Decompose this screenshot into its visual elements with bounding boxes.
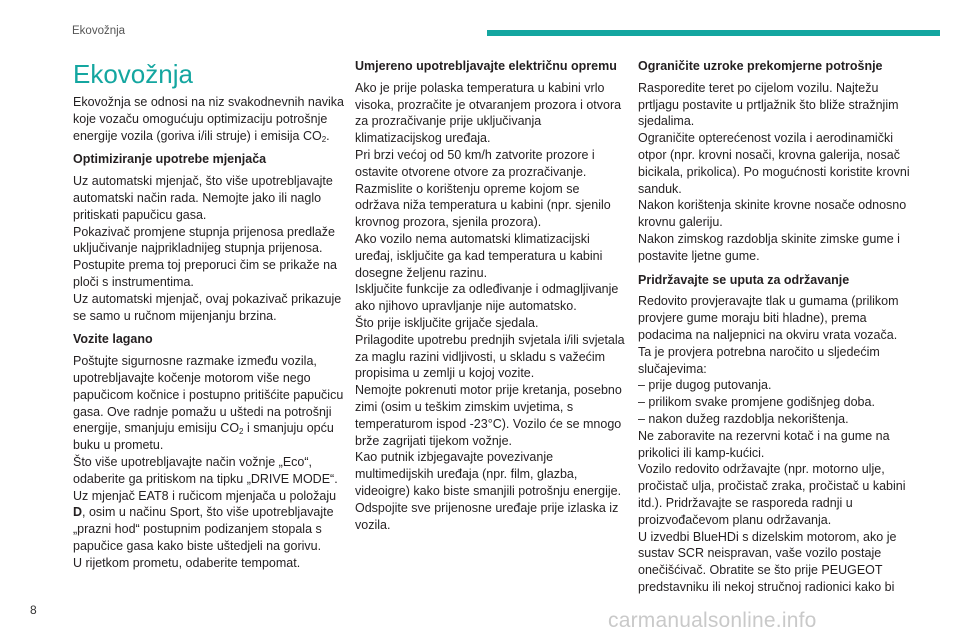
section-label: Ekovožnja <box>72 25 126 37</box>
electrical-equipment-body: Ako je prije polaska temperatura u kabini vrlo visoka, prozračite je otvaranjem prozora i otvora za prozračivanje prije uključivanja klimatizacijskog uređaja. Pri brzi većoj od 50 km/h zatvorite prozore i ostavite otvorene otvore za prozračivanje. Razmislite o korištenju opreme kojom se održava niža temperatura u kabini (npr. sjenilo krovnog prozora, sjenila prozora). Ako vozilo nema automatski klimatizacijski uređaj, isključite ga kad temperatura u kabini dosegne željenu razinu. Isključite funkcije za odleđivanje i odmagljivanje ako njihovo upravljanje nije automatsko. Što prije isključite grijače sjedala. Prilagodite upotrebu prednjih svjetala i/ili svjetala za maglu razini vidljivosti, u skladu s važećim propisima u zemlji u kojoj vozite. Nemojte pokrenuti motor prije kretanja, posebno zimi (osim u teškim zimskim uvjetima, s temperaturom ispod -23°C). Vozilo će se mnogo brže zagrijati tijekom vožnje. Kao putnik izbjegavajte povezivanje multimedijskih uređaja (npr. film, glazba, videoigre) kako biste smanjili potrošnju energije. Odspojite sve prijenosne uređaje prije izlaska iz vozila. <box>355 80 625 532</box>
page-title: Ekovožnja <box>73 59 193 89</box>
column-2 <box>355 58 627 533</box>
drive-gently-body <box>73 353 345 571</box>
intro-text: Ekovožnja se odnosi na niz svakodnevnih navika koje vozaču omogućuju optimizaciju potrošnje energije vozila (goriva i/ili struje) i emisija CO <box>73 95 345 143</box>
intro-subscript: 2 <box>321 134 327 144</box>
intro-end: . <box>326 128 330 143</box>
watermark: carmanualsonline.info <box>608 609 817 632</box>
gearbox-heading: Optimiziranje upotrebe mjenjača <box>73 152 267 167</box>
maintenance-body: Redovito provjeravajte tlak u gumama (prilikom provjere gume moraju biti hladne), prema podacima na naljepnici na okviru vrata vozača. Ta je provjera potrebna naročito u sljedećim slučajevima: – prije dugog putovanja. – prilikom svake promjene godišnjeg doba. – nakon dužeg razdoblja nekorištenja. Ne zaboravite na rezervni kotač i na gume na prikolici ili kamp-kućici. Vozilo redovito održavajte (npr. motorno ulje, pročistač ulja, pročistač zraka, pročistač u kabini itd.). Pridržavajte se rasporeda radnji u proizvođačevom planu održavanja. U izvedbi BlueHDi s dizelskim motorom, ako je sustav SCR neispravan, vaše vozilo postaje onečišćivač. Obratite se što prije PEUGEOT predstavniku ili nekoj stručnoj radionici kako bi <box>638 294 906 594</box>
excess-consumption-heading: Ograničite uzroke prekomjerne potrošnje <box>638 59 883 73</box>
page-number: 8 <box>30 603 37 617</box>
drive-gently-bold-d: D <box>73 505 83 520</box>
electrical-equipment-heading: Umjereno upotrebljavajte električnu opremu <box>355 59 617 73</box>
drive-gently-heading: Vozite lagano <box>73 332 153 347</box>
intro-paragraph <box>73 94 345 144</box>
column-1 <box>73 58 345 572</box>
header-accent-bar <box>487 30 940 36</box>
drive-gently-text-3: , osim u načinu Sport, što više upotrebljavajte „prazni hod“ postupnim podizanjem stopala s papučice gasa kako biste uštedjeli na gorivu. U rijetkom prometu, odaberite tempomat. <box>73 505 334 570</box>
gearbox-body: Uz automatski mjenjač, što više upotrebljavajte automatski način rada. Nemojte jako ili naglo pritiskati papučicu gasa. Pokazivač promjene stupnja prijenosa predlaže uključivanje najprikladnijeg stupnja prijenosa. Postupite prema toj preporuci čim se prikaže na ploči s instrumentima. Uz automatski mjenjač, ovaj pokazivač prikazuje se samo u ručnom mijenjanju brzina. <box>73 174 342 323</box>
column-3 <box>638 58 910 596</box>
drive-gently-subscript: 2 <box>239 427 244 437</box>
drive-gently-text-1: Poštujte sigurnosne razmake između vozila, upotrebljavajte kočenje motorom više nego papučicom kočnice i postupno pritišćite papučicu gasa. Ove radnje pomažu u uštedi na potrošnji energije, smanjuju emisiju CO <box>73 354 344 436</box>
drive-gently-text-2: i smanjuju opću buku u prometu. Što više upotrebljavajte način vožnje „Eco“, odaberite ga pritiskom na tipku „DRIVE MODE“. Uz mjenjač EAT8 i ručicom mjenjača u položaju <box>73 421 338 503</box>
maintenance-heading: Pridržavajte se uputa za održavanje <box>638 272 850 287</box>
excess-consumption-body: Rasporedite teret po cijelom vozilu. Najtežu prtljagu postavite u prtljažnik što bliže stražnjim sjedalima. Ograničite opterećenost vozila i aerodinamički otpor (npr. krovni nosači, krovna galerija, nosač bicikala, prikolica). Po mogućnosti koristite krovni sanduk. Nakon korištenja skinite krovne nosače odnosno krovnu galeriju. Nakon zimskog razdoblja skinite zimske gume i postavite ljetne gume. <box>638 80 910 263</box>
